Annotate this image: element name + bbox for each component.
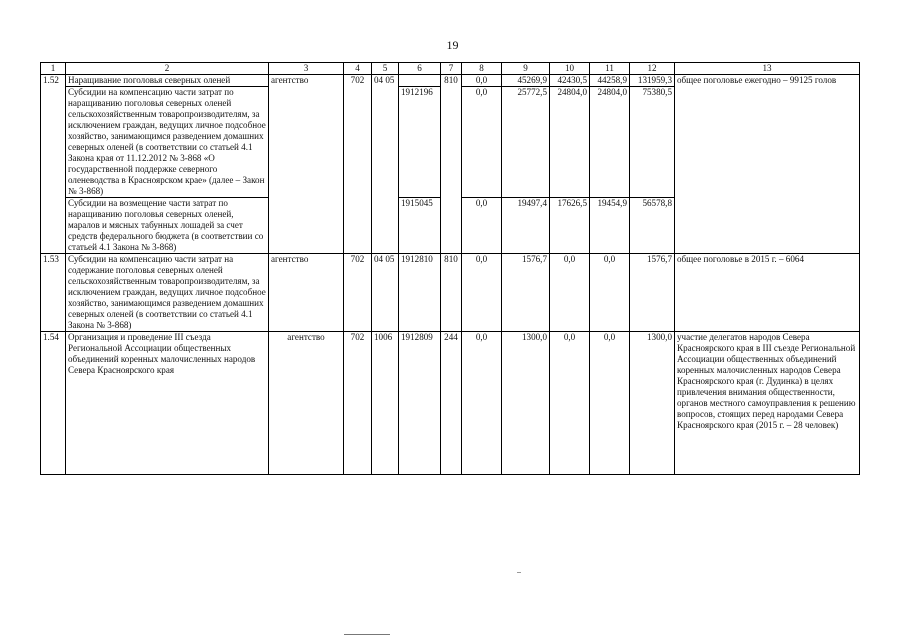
section-code: 04 05 [372, 254, 399, 332]
column-header: 11 [590, 63, 630, 75]
column-header: 5 [372, 63, 399, 75]
section-code [372, 198, 399, 254]
column-header: 13 [675, 63, 860, 75]
value-col-9: 1576,7 [502, 254, 550, 332]
value-col-12: 131959,3 [630, 75, 675, 87]
grbs-code [344, 198, 372, 254]
value-col-9: 45269,9 [502, 75, 550, 87]
table-row [41, 75, 860, 87]
value-col-8: 0,0 [462, 87, 502, 198]
target-code: 1912196 [399, 87, 441, 198]
value-col-11: 0,0 [590, 254, 630, 332]
budget-table [40, 62, 860, 475]
value-col-12: 56578,8 [630, 198, 675, 254]
executor [269, 198, 344, 254]
row-number: 1.54 [41, 332, 66, 475]
grbs-code: 702 [344, 254, 372, 332]
target-code: 1912809 [399, 332, 441, 475]
expected-result: общее поголовье ежегодно – 99125 голов [675, 75, 860, 254]
measure-name: Субсидии на компенсацию части затрат по наращиванию поголовья северных оленей сельскохозяйственным товаропроизводителям, за исключением граждан, ведущих личное подсобное хозяйство, занимающимся разведением домашних северных оленей (в соответствии со статьей 4.1 Закона края от 11.12.2012 № 3-868 «О государственной поддержке северного оленеводства в Красноярском крае» (далее – Закон № 3-868) [66, 87, 269, 198]
expense-type [441, 87, 462, 198]
expense-type: 810 [441, 75, 462, 87]
table-row [41, 332, 860, 475]
grbs-code: 702 [344, 75, 372, 87]
section-code [372, 87, 399, 198]
expense-type: 244 [441, 332, 462, 475]
row-number [41, 198, 66, 254]
section-code: 1006 [372, 332, 399, 475]
value-col-10: 42430,5 [550, 75, 590, 87]
value-col-12: 1576,7 [630, 254, 675, 332]
value-col-11: 19454,9 [590, 198, 630, 254]
value-col-9: 1300,0 [502, 332, 550, 475]
value-col-10: 0,0 [550, 254, 590, 332]
value-col-11: 44258,9 [590, 75, 630, 87]
scan-speck [517, 572, 521, 573]
value-col-10: 24804,0 [550, 87, 590, 198]
value-col-10: 0,0 [550, 332, 590, 475]
value-col-11: 24804,0 [590, 87, 630, 198]
section-code: 04 05 [372, 75, 399, 87]
grbs-code: 702 [344, 332, 372, 475]
row-number [41, 87, 66, 198]
column-header: 12 [630, 63, 675, 75]
value-col-8: 0,0 [462, 254, 502, 332]
column-header: 1 [41, 63, 66, 75]
expected-result: участие делегатов народов Севера Красноярского края в III съезде Региональной Ассоциации общественных объединений коренных малочисленных народов Севера Красноярского края (г. Дудинка) в целях привлечения внимания общественности, органов местного самоуправления к решению вопросов, стоящих перед народами Севера Красноярского края (2015 г. – 28 человек) [675, 332, 860, 475]
column-header: 4 [344, 63, 372, 75]
column-header: 6 [399, 63, 441, 75]
grbs-code [344, 87, 372, 198]
target-code [399, 75, 441, 87]
value-col-9: 25772,5 [502, 87, 550, 198]
executor: агентство [269, 332, 344, 475]
measure-name: Субсидии на возмещение части затрат по наращиванию поголовья северных оленей, маралов и мясных табунных лошадей за счет средств федерального бюджета (в соответствии со статьей 4.1 Закона № 3-868) [66, 198, 269, 254]
value-col-12: 75380,5 [630, 87, 675, 198]
executor [269, 87, 344, 198]
footer-rule [344, 634, 390, 635]
target-code: 1912810 [399, 254, 441, 332]
value-col-8: 0,0 [462, 75, 502, 87]
row-number: 1.53 [41, 254, 66, 332]
row-number: 1.52 [41, 75, 66, 87]
target-code: 1915045 [399, 198, 441, 254]
value-col-12: 1300,0 [630, 332, 675, 475]
value-col-11: 0,0 [590, 332, 630, 475]
page-number: 19 [446, 38, 459, 52]
value-col-8: 0,0 [462, 332, 502, 475]
column-header: 7 [441, 63, 462, 75]
measure-name: Наращивание поголовья северных оленей [66, 75, 269, 87]
expected-result: общее поголовье в 2015 г. – 6064 [675, 254, 860, 332]
column-header: 3 [269, 63, 344, 75]
executor: агентство [269, 254, 344, 332]
measure-name: Организация и проведение III съезда Региональной Ассоциации общественных объединений коренных малочисленных народов Севера Красноярского края [66, 332, 269, 475]
value-col-8: 0,0 [462, 198, 502, 254]
measure-name: Субсидии на компенсацию части затрат на содержание поголовья северных оленей сельскохозяйственным товаропроизводителям, за исключением граждан, ведущих личное подсобное хозяйство, занимающимся разведением домашних северных оленей (в соответствии со статьей 4.1 Закона № 3-868) [66, 254, 269, 332]
table-header-row [41, 63, 860, 75]
expense-type [441, 198, 462, 254]
value-col-9: 19497,4 [502, 198, 550, 254]
table-row [41, 254, 860, 332]
column-header: 10 [550, 63, 590, 75]
column-header: 2 [66, 63, 269, 75]
value-col-10: 17626,5 [550, 198, 590, 254]
executor: агентство [269, 75, 344, 87]
column-header: 9 [502, 63, 550, 75]
expense-type: 810 [441, 254, 462, 332]
column-header: 8 [462, 63, 502, 75]
